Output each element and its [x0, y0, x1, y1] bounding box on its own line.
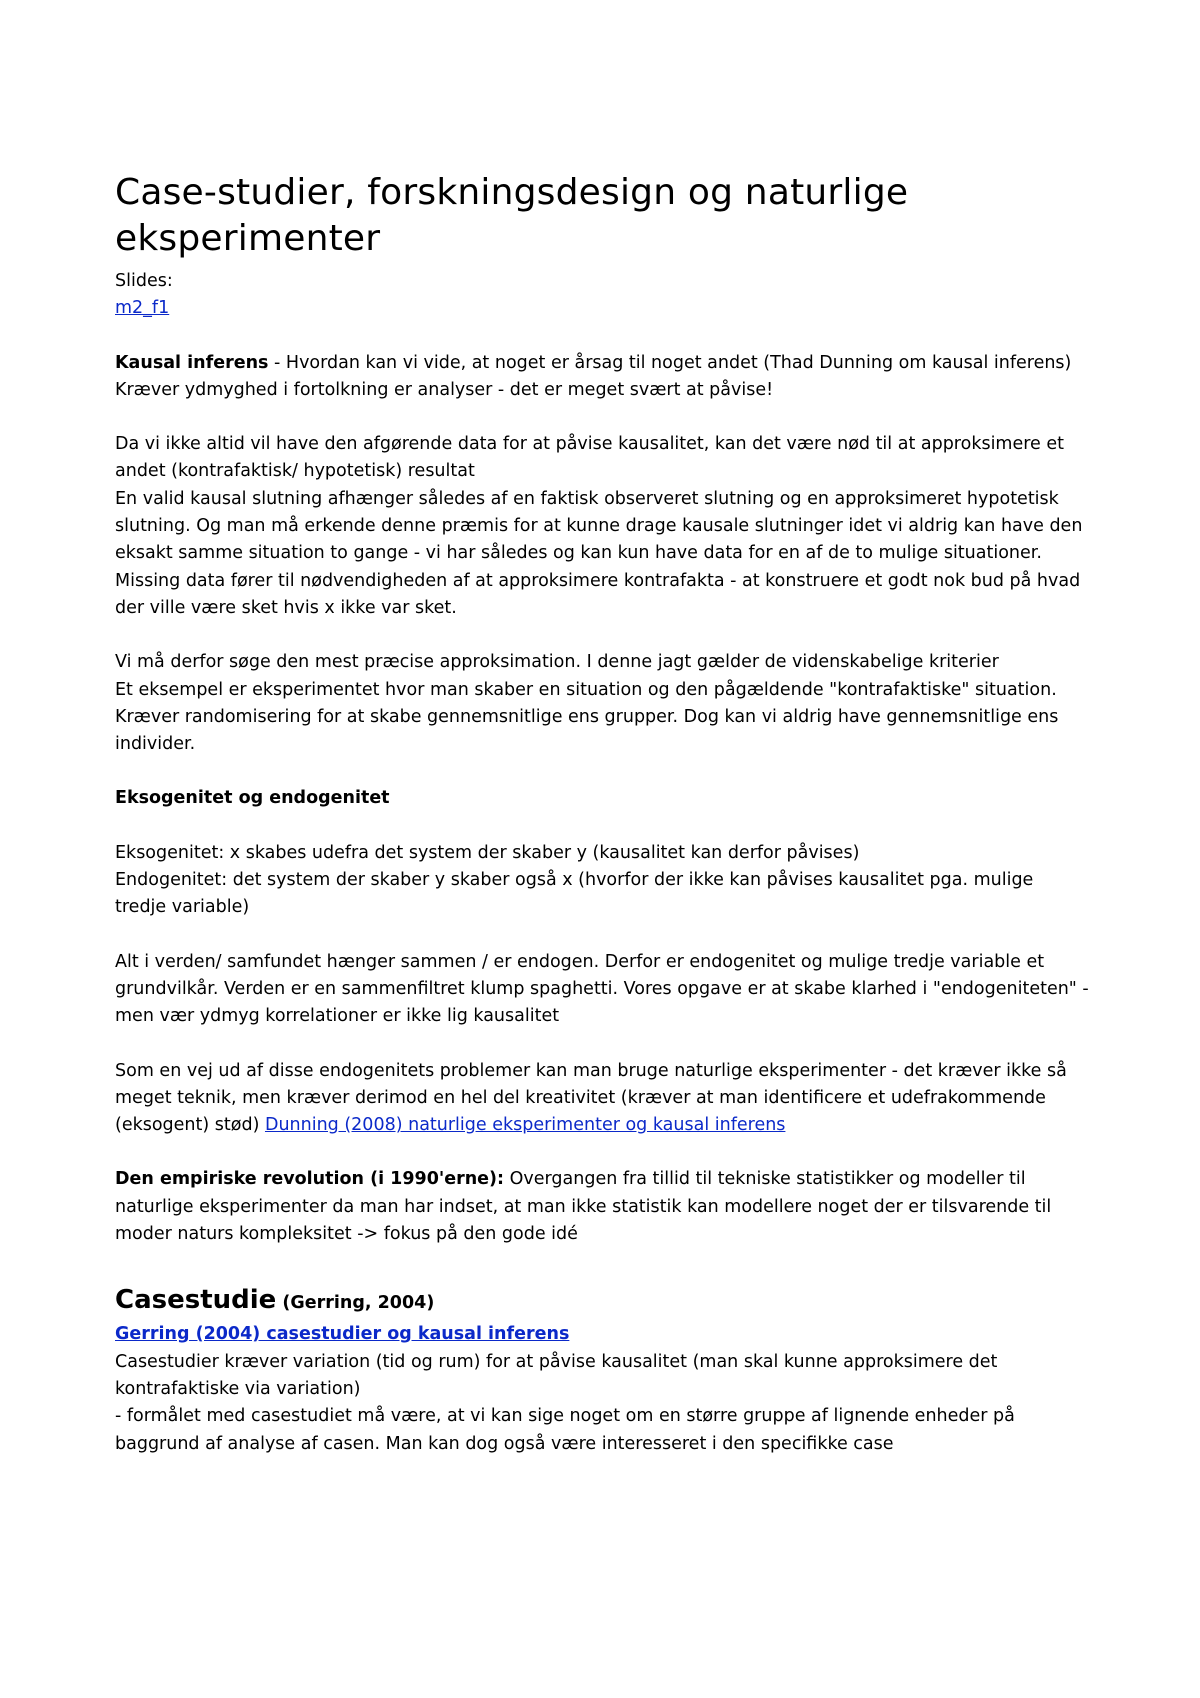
- empirisk-revolution-text: Overgangen fra tillid til tekniske statistikker og modeller til naturlige eksperimenter da man har indset, at man ikke statistik kan modellere noget der er tilsvarende til moder naturs kompleksitet -> fokus på den gode idé: [115, 1169, 1052, 1245]
- slides-link[interactable]: m2_f1: [115, 298, 170, 319]
- endogenitet-definition: Endogenitet: det system der skaber y skaber også x (hvorfor der ikke kan påvises kausalitet pga. mulige tredje variable): [115, 870, 1034, 918]
- paragraph-empirisk-revolution: [115, 1166, 1090, 1248]
- spacer: [115, 1139, 1090, 1166]
- empirisk-revolution-term: Den empiriske revolution (i 1990'erne):: [115, 1169, 505, 1190]
- paragraph-valid-slutning: En valid kausal slutning afhænger således af en faktisk observeret slutning og en approksimeret hypotetisk slutning. Og man må erkende denne præmis for at kunne drage kausale slutninger idet vi aldrig kan have den eksakt samme situation to gange - vi har således og kan kun have data for en af de to mulige situationer. Missing data fører til nødvendigheden af at approksimere kontrafakta - at konstruere et godt nok bud på hvad der ville være sket hvis x ikke var sket.: [115, 488, 1083, 618]
- spacer: [115, 758, 1090, 785]
- paragraph-endogen-verden: Alt i verden/ samfundet hænger sammen / er endogen. Derfor er endogenitet og mulige tredje variable et grundvilkår. Verden er en sammenfiltret klump spaghetti. Vores opgave er at skabe klarhed i "endogeniteten" - men vær ydmyg korrelationer er ikke lig kausalitet: [115, 951, 1089, 1027]
- casestudie-formaal: - formålet med casestudiet må være, at vi kan sige noget om en større gruppe af lignende enheder på baggrund af analyse af casen. Man kan dog også være interesseret i den specifikke case: [115, 1406, 1015, 1454]
- eksogenitet-heading: Eksogenitet og endogenitet: [115, 788, 390, 809]
- casestudie-heading-citation: (Gerring, 2004): [276, 1293, 435, 1314]
- kausal-inferens-line2: Kræver ydmyghed i fortolkning er analyser - det er meget svært at påvise!: [115, 379, 774, 400]
- document-content: [115, 170, 1090, 1458]
- gerring-link-line: [115, 1321, 1090, 1348]
- gerring-link[interactable]: Gerring (2004) casestudier og kausal inferens: [115, 1324, 570, 1345]
- paragraph-eksperiment-eksempel: Et eksempel er eksperimentet hvor man skaber en situation og den pågældende "kontrafaktiske" situation.: [115, 679, 1057, 700]
- casestudie-variation: Casestudier kræver variation (tid og rum) for at påvise kausalitet (man skal kunne approksimere det kontrafaktiske via variation): [115, 1351, 998, 1399]
- spacer: [115, 922, 1090, 949]
- paragraph-naturlige-eksperimenter: [115, 1058, 1090, 1140]
- paragraph-randomisering: Kræver randomisering for at skabe gennemsnitlige ens grupper. Dog kan vi aldrig have gennemsnitlige ens individer.: [115, 706, 1059, 755]
- eksogenitet-definition: Eksogenitet: x skabes udefra det system der skaber y (kausalitet kan derfor påvises): [115, 842, 860, 863]
- dunning-link[interactable]: Dunning (2008) naturlige eksperimenter og kausal inferens: [264, 1115, 786, 1136]
- slides-label: Slides:: [115, 271, 173, 291]
- spacer: [115, 1031, 1090, 1058]
- document-title: Case-studier, forskningsdesign og naturlige eksperimenter: [115, 172, 909, 259]
- spacer: [115, 404, 1090, 431]
- spacer: [115, 622, 1090, 649]
- paragraph-praecis-approksimation: Vi må derfor søge den mest præcise approksimation. I denne jagt gælder de videnskabelige kriterier: [115, 652, 999, 673]
- slides-link-line: [115, 295, 1090, 322]
- kausal-inferens-text: - Hvordan kan vi vide, at noget er årsag til noget andet (Thad Dunning om kausal inferens): [268, 352, 1072, 373]
- casestudie-heading-main: Casestudie: [115, 1285, 277, 1316]
- casestudie-heading: [115, 1282, 1090, 1321]
- paragraph-approksimation: Da vi ikke altid vil have den afgørende data for at påvise kausalitet, kan det være nød til at approksimere et andet (kontrafaktisk/ hypotetisk) resultat: [115, 434, 1065, 482]
- naturlige-eksperimenter-text: Som en vej ud af disse endogenitets problemer kan man bruge naturlige eksperimenter - det kræver ikke så meget teknik, men kræver derimod en hel del kreativitet (kræver at man identificere et udefrakommende (eksogent) stød): [115, 1060, 1067, 1136]
- kausal-inferens-line: [115, 350, 1090, 377]
- spacer: [115, 813, 1090, 840]
- spacer: [115, 323, 1090, 350]
- kausal-inferens-term: Kausal inferens: [115, 352, 269, 373]
